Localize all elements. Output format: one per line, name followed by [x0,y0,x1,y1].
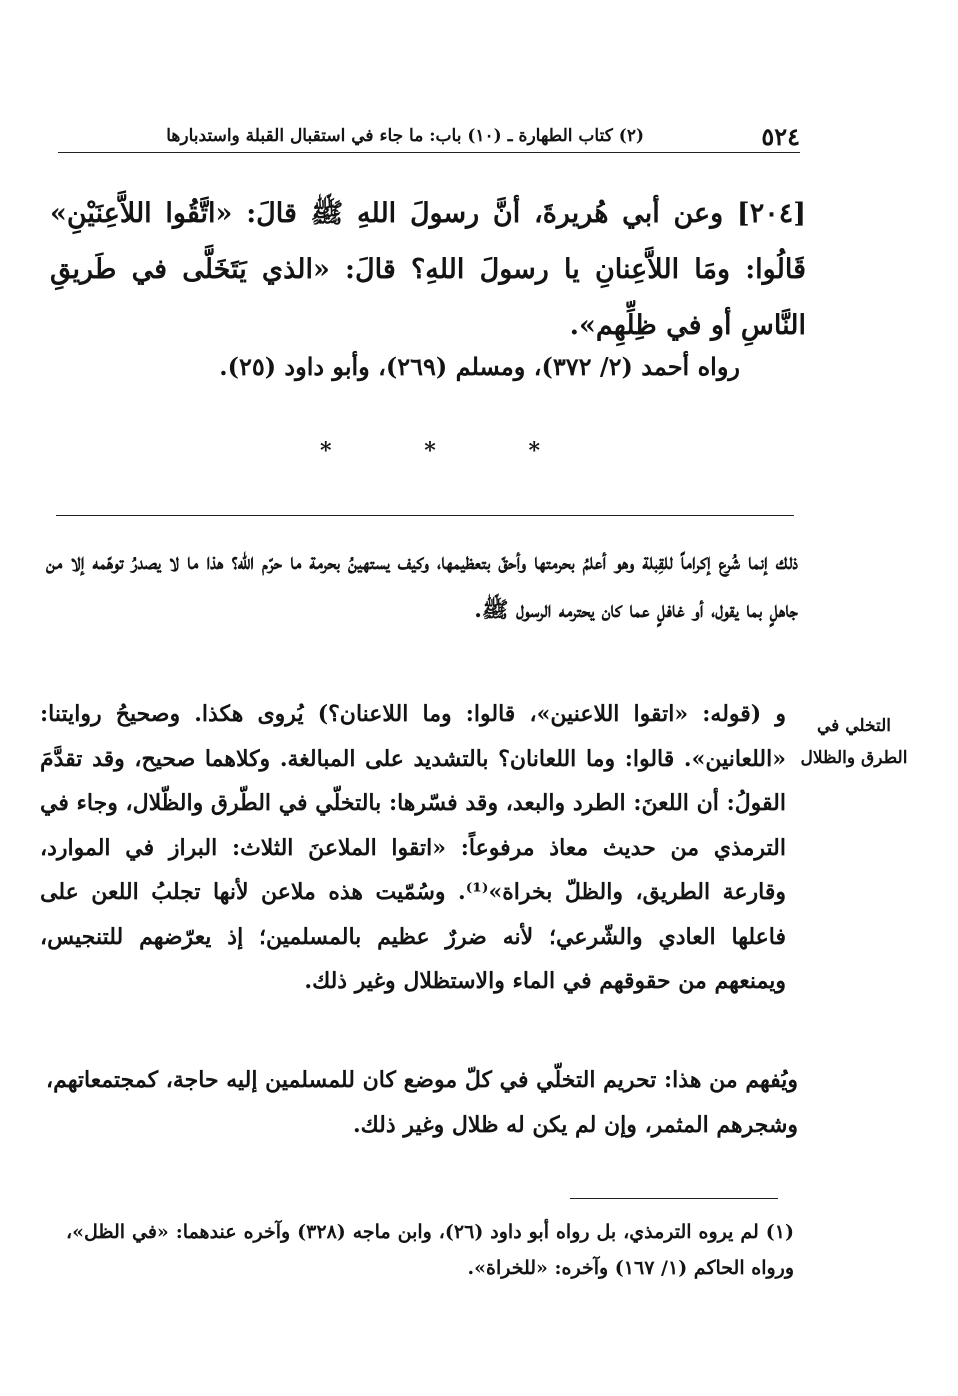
commentary-paragraph: و (قوله: «اتقوا اللاعنين»، قالوا: وما اللاعنان؟) يُروى هكذا. وصحيحُ روايتنا: «اللعانين». قالوا: وما اللعانان؟ بالتشديد على المبالغة. وكلاهما صحيح، وقد تقدَّمَ القولُ: أن اللعنَ: الطرد والبعد، وقد فسّرها: بالتخلّي في الطّرق والظّلال، وجاء في الترمذي من حديث معاذ مرفوعاً: «اتقوا الملاعنَ الثلاث: البراز في الموارد، وقارعة الطريق، والظلّ بخراة»⁽¹⁾. وسُمّيت هذه ملاعن لأنها تجلبُ اللعن على فاعلها العادي والشّرعي؛ لأنه ضررٌ عظيم بالمسلمين؛ إذ يعرّضهم للتنجيس، ويمنعهم من حقوقهم في الماء والاستظلال وغير ذلك. [40,701,787,994]
margin-heading: التخلي في الطرق والظلال [800,716,908,768]
commentary-paragraph: ويُفهم من هذا: تحريم التخلّي في كلّ موضع كان للمسلمين إليه حاجة، كمجتمعاتهم، وشجرهم المثمر، وإن لم يكن له ظلال وغير ذلك. [46,1067,798,1138]
footnote: (١) لم يروه الترمذي، بل رواه أبو داود (٢٦)، وابن ماجه (٣٢٨) وآخره عندهما: «في الظل»، ورواه الحاكم (١/ ١٦٧) وآخره: «للخراة». [66,1221,795,1279]
footnote-divider [570,1198,778,1199]
page-number: ٥٢٤ [761,122,800,151]
section-separator [320,438,540,464]
page-header [58,118,800,153]
star-ornament: * [424,438,436,464]
commentary-paragraph: ذلك إنما شُرع إكراماً للقِبلة وهو أعلمُ بحرمتها وأحقّ بتعظيمها، وكيف يستهينُ بحرمة ما حرّم الله؟ هذا ما لا يصدرُ توهّمه إلا من جاهلٍ بما يقول، أو غافلٍ عما كان يحترمه الرسول ﷺ. [46,549,798,623]
star-ornament: * [320,438,332,464]
hadith-text: [٢٠٤] وعن أبي هُريرةَ، أنَّ رسولَ اللهِ ﷺ قالَ: «اتَّقُوا اللاَّعِنَيْنِ» قَالُوا: ومَا اللاَّعِنانِ يا رسولَ اللهِ؟ قالَ: «الذي يَتَخَلَّى في طَريقِ النَّاسِ أو في ظِلِّهِم». [50,198,806,341]
star-ornament: * [528,438,540,464]
running-title: (٢) كتاب الطهارة ـ (١٠) باب: ما جاء في استقبال القبلة واستدبارها [166,126,644,146]
hadith-source: رواه أحمد (٢/ ٣٧٢)، ومسلم (٢٦٩)، وأبو داود (٢٥). [219,352,740,381]
divider-line [56,515,794,516]
